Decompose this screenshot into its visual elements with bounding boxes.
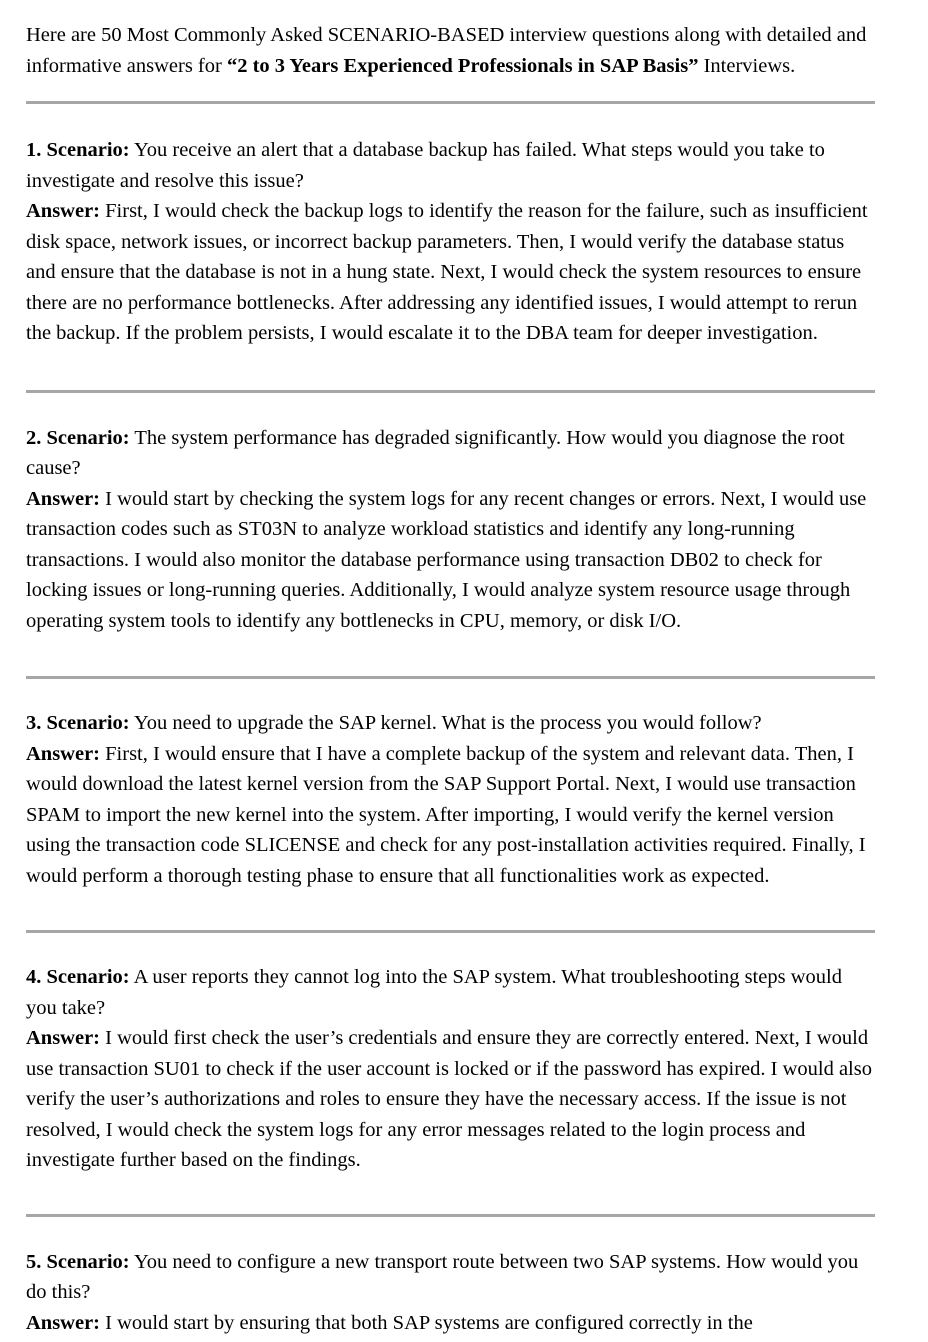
qa-scenario-4 bbox=[26, 962, 875, 1023]
answer-text-3: First, I would ensure that I have a complete backup of the system and relevant data. Then, I would download the latest kernel version from the SAP Support Portal. Next, I would use transaction SPAM to import the new kernel into the system. After importing, I would verify the kernel version using the transaction code SLICENSE and check for any post-installation activities required. Finally, I would perform a thorough testing phase to ensure that all functionalities work as expected. bbox=[26, 742, 866, 887]
qa-item-3 bbox=[26, 708, 875, 891]
answer-text-5: I would start by ensuring that both SAP systems are configured correctly in the bbox=[105, 1311, 753, 1334]
qa-item-5 bbox=[26, 1247, 875, 1339]
scenario-label-3: 3. Scenario: bbox=[26, 712, 130, 734]
answer-label-2: Answer: bbox=[26, 487, 101, 510]
scenario-label-1: 1. Scenario: bbox=[26, 139, 130, 161]
scenario-label-2: 2. Scenario: bbox=[26, 426, 130, 449]
spacer bbox=[26, 636, 875, 676]
scenario-text-4: A user reports they cannot log into the SAP system. What troubleshooting steps would you take? bbox=[26, 966, 842, 1019]
answer-label-4: Answer: bbox=[26, 1027, 101, 1049]
scenario-text-1: You receive an alert that a database backup has failed. What steps would you take to investigate and resolve this issue? bbox=[26, 139, 825, 192]
scenario-text-5: You need to configure a new transport route between two SAP systems. How would you do this? bbox=[26, 1250, 859, 1303]
answer-label-5: Answer: bbox=[26, 1311, 101, 1334]
qa-scenario-3 bbox=[26, 708, 875, 739]
spacer bbox=[26, 104, 875, 135]
spacer bbox=[26, 1176, 875, 1214]
spacer bbox=[26, 1217, 875, 1247]
qa-answer-5 bbox=[26, 1308, 875, 1339]
qa-scenario-5 bbox=[26, 1247, 875, 1308]
scenario-text-2: The system performance has degraded significantly. How would you diagnose the root cause? bbox=[26, 426, 845, 479]
qa-answer-1 bbox=[26, 196, 875, 349]
qa-scenario-1 bbox=[26, 135, 875, 196]
intro-quoted-audience: “2 to 3 Years Experienced Professionals in SAP Basis” bbox=[226, 55, 699, 77]
qa-item-2 bbox=[26, 423, 875, 637]
answer-text-4: I would first check the user’s credentials and ensure they are correctly entered. Next, I would use transaction SU01 to check if the user account is locked or if the password has expired. I would also verify the user’s authorizations and roles to ensure they have the necessary access. If the issue is not resolved, I would check the system logs for any error messages related to the login process and investigate further based on the findings. bbox=[26, 1027, 872, 1171]
qa-answer-4 bbox=[26, 1023, 875, 1176]
spacer bbox=[26, 933, 875, 962]
qa-answer-3 bbox=[26, 739, 875, 892]
qa-answer-2 bbox=[26, 484, 875, 637]
answer-text-2: I would start by checking the system logs for any recent changes or errors. Next, I would use transaction codes such as ST03N to analyze workload statistics and identify any long-running transactions. I would also monitor the database performance using transaction DB02 to check for locking issues or long-running queries. Additionally, I would analyze system resource usage through operating system tools to identify any bottlenecks in CPU, memory, or disk I/O. bbox=[26, 487, 867, 632]
qa-scenario-2 bbox=[26, 423, 875, 484]
scenario-text-3: You need to upgrade the SAP kernel. What is the process you would follow? bbox=[134, 712, 762, 734]
scenario-label-5: 5. Scenario: bbox=[26, 1250, 130, 1273]
answer-label-1: Answer: bbox=[26, 200, 101, 222]
intro-text-after-quote: Interviews. bbox=[698, 55, 796, 77]
spacer bbox=[26, 349, 875, 390]
answer-text-1: First, I would check the backup logs to identify the reason for the failure, such as insufficient disk space, network issues, or incorrect backup parameters. Then, I would verify the database status and ensure that the database is not in a hung state. Next, I would check the system resources to ensure there are no performance bottlenecks. After addressing any identified issues, I would attempt to rerun the backup. If the problem persists, I would escalate it to the DBA team for deeper investigation. bbox=[26, 200, 868, 344]
spacer bbox=[26, 82, 875, 101]
intro-text-before-quote: Here are 50 Most Commonly Asked SCENARIO-BASED interview questions along with detailed and informative answers for bbox=[26, 24, 867, 77]
answer-label-3: Answer: bbox=[26, 742, 101, 765]
spacer bbox=[26, 891, 875, 930]
spacer bbox=[26, 679, 875, 708]
scenario-label-4: 4. Scenario: bbox=[26, 966, 130, 988]
qa-item-1 bbox=[26, 135, 875, 349]
qa-item-4 bbox=[26, 962, 875, 1176]
spacer bbox=[26, 393, 875, 423]
intro-paragraph bbox=[26, 0, 875, 82]
